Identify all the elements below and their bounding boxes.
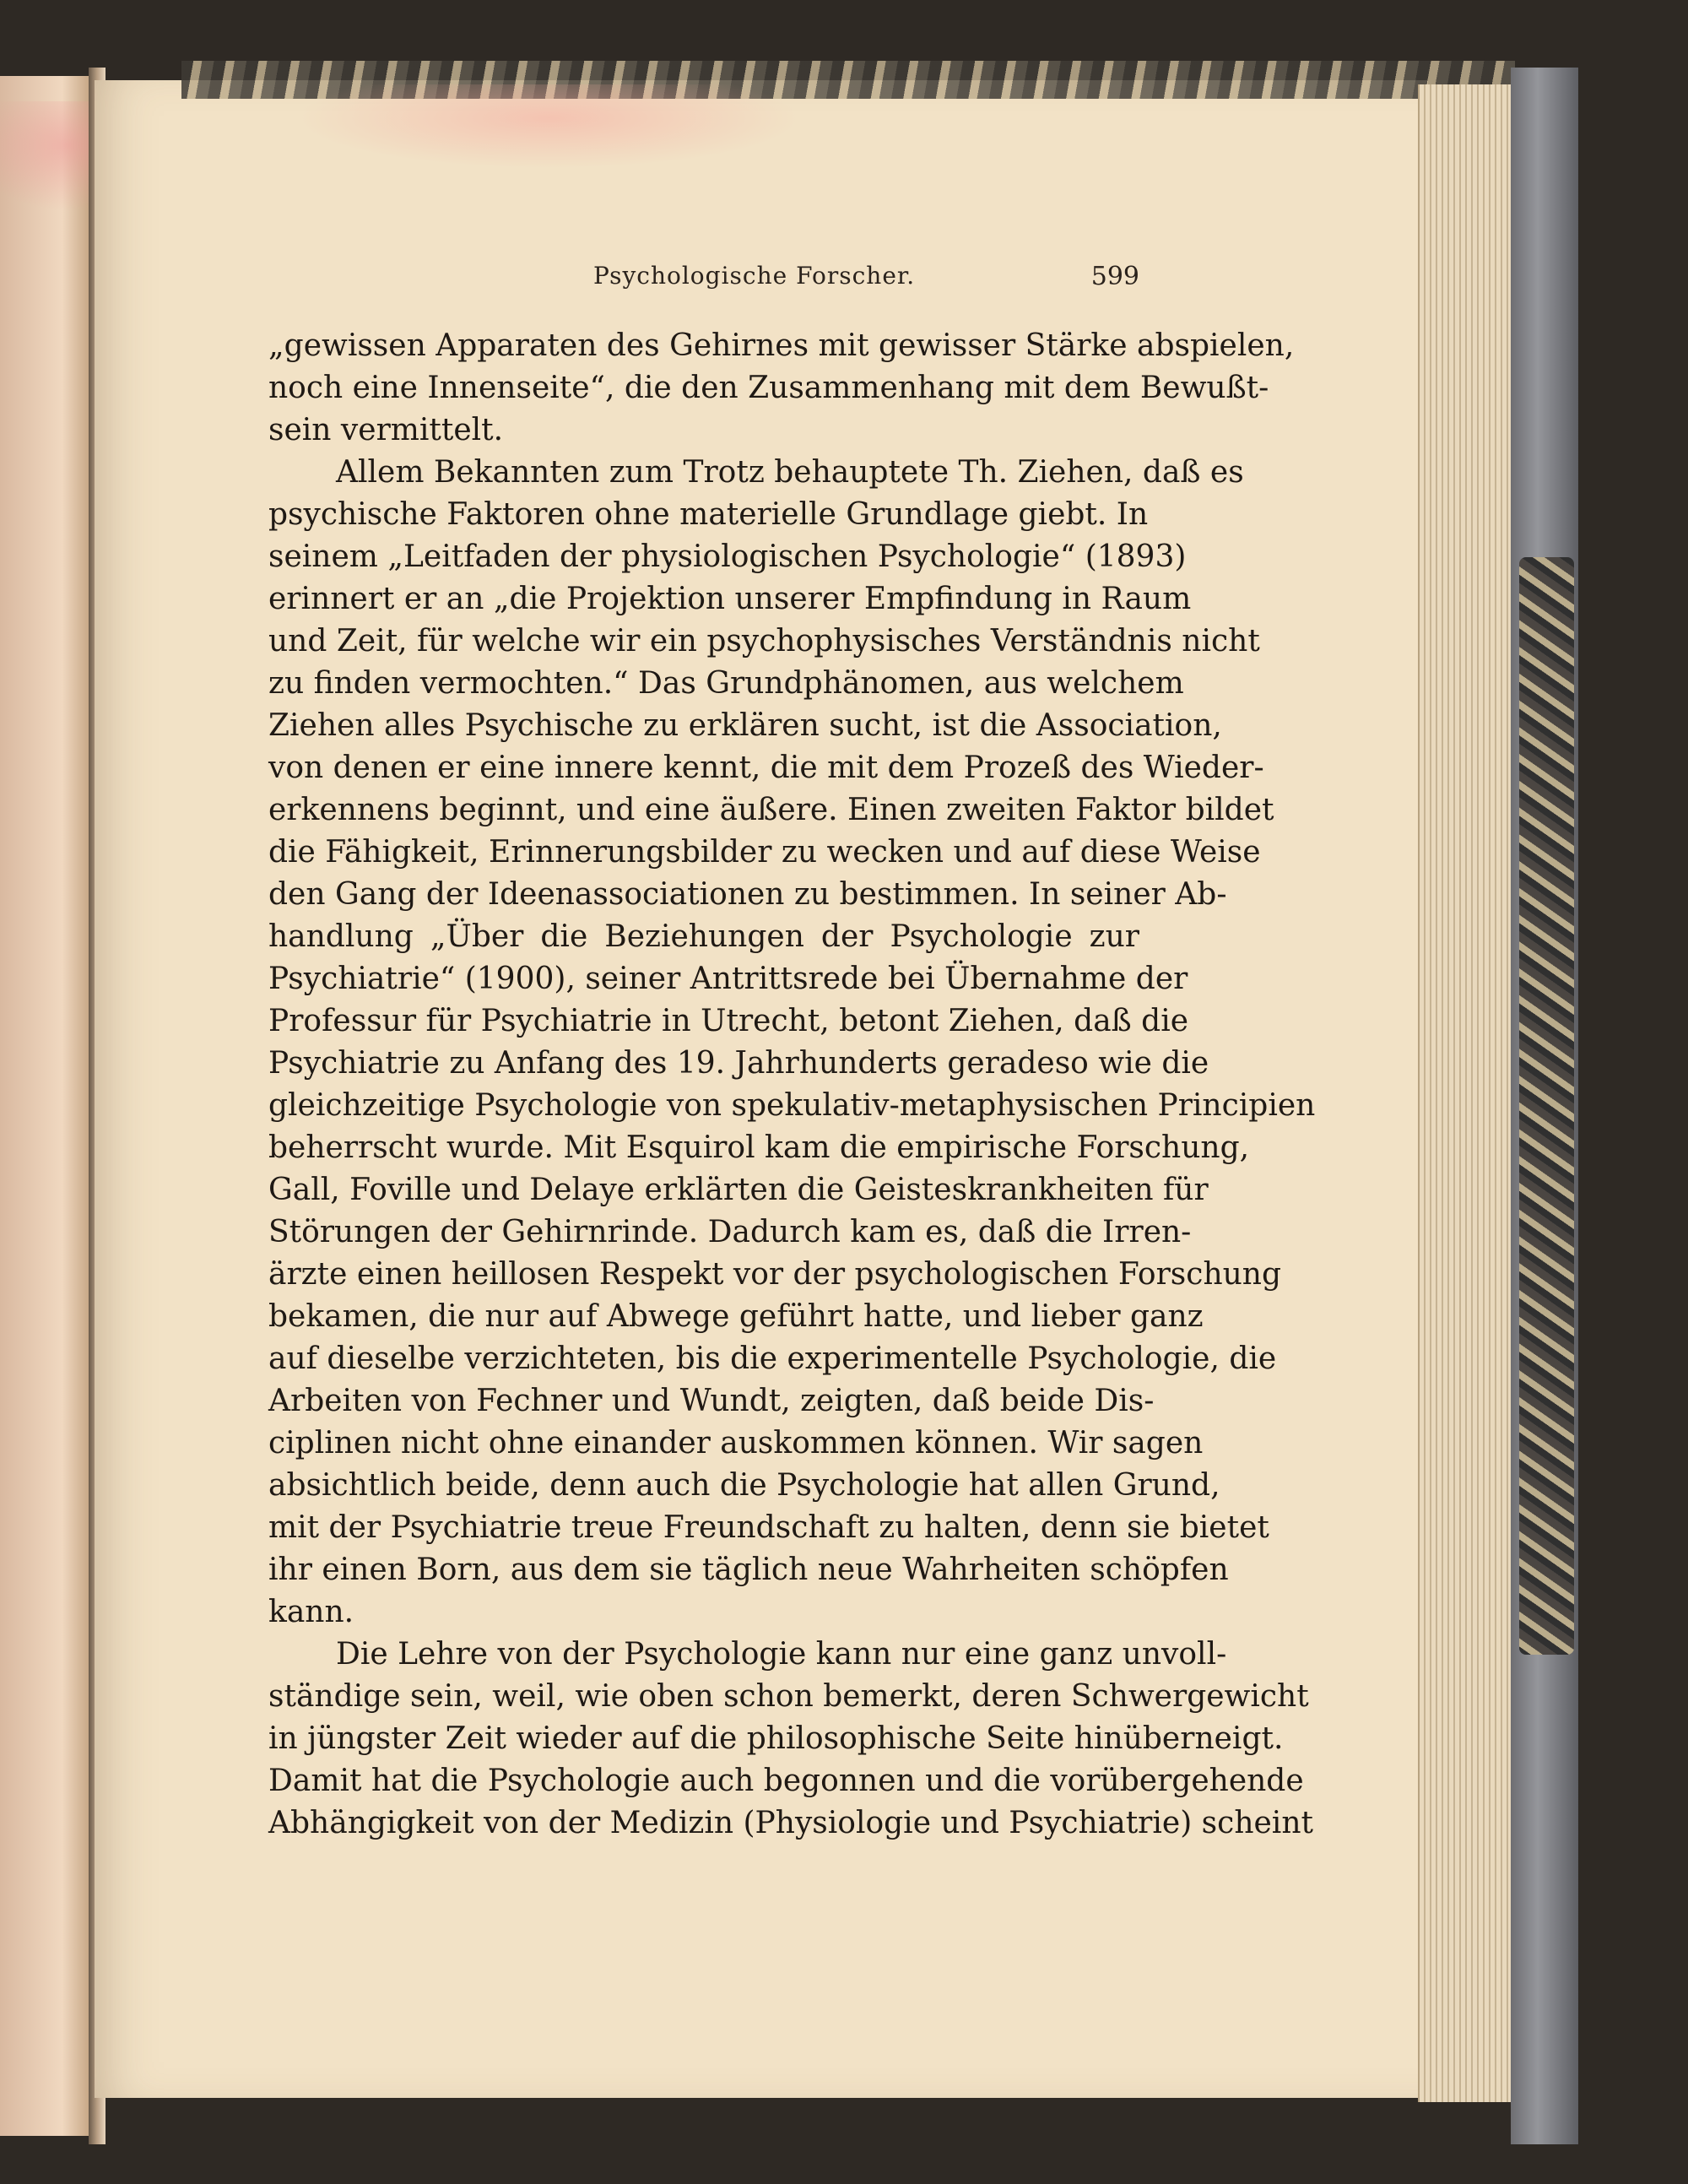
text-line: und Zeit, für welche wir ein psychophysisches Verständnis nicht [268, 624, 1260, 658]
left-page-edge [0, 76, 89, 2136]
running-head-title: Psychologische Forscher. [593, 262, 916, 290]
text-line: handlung „Über die Beziehungen der Psychologie zur [268, 919, 1139, 954]
text-line: „gewissen Apparaten des Gehirnes mit gewisser Stärke abspielen, [268, 328, 1295, 363]
text-line: ständige sein, weil, wie oben schon bemerkt, deren Schwergewicht [268, 1679, 1309, 1714]
text-line: erinnert er an „die Projektion unserer Empfindung in Raum [268, 582, 1192, 616]
text-line: die Fähigkeit, Erinnerungsbilder zu wecken und auf diese Weise [268, 835, 1261, 870]
text-line: den Gang der Ideenassociationen zu bestimmen. In seiner Ab- [268, 877, 1227, 912]
body-text [268, 325, 1316, 1845]
text-line: mit der Psychiatrie treue Freundschaft zu halten, denn sie bietet [268, 1510, 1269, 1545]
text-line: sein vermittelt. [268, 413, 504, 447]
text-line: in jüngster Zeit wieder auf die philosophische Seite hinüberneigt. [268, 1721, 1284, 1756]
text-line: Arbeiten von Fechner und Wundt, zeigten, daß beide Dis- [268, 1384, 1155, 1418]
text-line: ciplinen nicht ohne einander auskommen können. Wir sagen [268, 1426, 1204, 1461]
text-line: kann. [268, 1595, 354, 1629]
text-line: ärzte einen heillosen Respekt vor der psychologischen Forschung [268, 1257, 1282, 1292]
text-line: Störungen der Gehirnrinde. Dadurch kam es, daß die Irren- [268, 1215, 1192, 1249]
text-line: Damit hat die Psychologie auch begonnen und die vorübergehende [268, 1764, 1304, 1798]
text-line: erkennens beginnt, und eine äußere. Einen zweiten Faktor bildet [268, 793, 1274, 827]
text-line: Gall, Foville und Delaye erklärten die Geisteskrankheiten für [268, 1173, 1209, 1207]
text-line: seinem „Leitfaden der physiologischen Psychologie“ (1893) [268, 539, 1187, 574]
text-line: noch eine Innenseite“, die den Zusammenhang mit dem Bewußt- [268, 371, 1269, 405]
text-line: bekamen, die nur auf Abwege geführt hatte, und lieber ganz [268, 1299, 1204, 1334]
text-line: Allem Bekannten zum Trotz behauptete Th. Ziehen, daß es [336, 455, 1244, 490]
text-line: von denen er eine innere kennt, die mit dem Prozeß des Wieder- [268, 751, 1264, 785]
text-line: Professur für Psychiatrie in Utrecht, betont Ziehen, daß die [268, 1004, 1189, 1038]
text-line: zu finden vermochten.“ Das Grundphänomen, aus welchem [268, 666, 1184, 701]
page-fore-edge [1418, 84, 1512, 2102]
text-line: Ziehen alles Psychische zu erklären sucht, ist die Association, [268, 708, 1222, 743]
page-stain [295, 84, 802, 169]
text-line: Psychiatrie“ (1900), seiner Antrittsrede bei Übernahme der [268, 962, 1188, 996]
text-line: gleichzeitige Psychologie von spekulativ-metaphysischen Principien [268, 1088, 1316, 1123]
text-line: absichtlich beide, denn auch die Psychologie hat allen Grund, [268, 1468, 1220, 1503]
text-line: Psychiatrie zu Anfang des 19. Jahrhunderts geradeso wie die [268, 1046, 1209, 1081]
text-line: Abhängigkeit von der Medizin (Physiologie und Psychiatrie) scheint [268, 1806, 1313, 1840]
running-head [268, 262, 1139, 297]
marbled-cover-pattern [1519, 557, 1574, 1655]
text-line: auf dieselbe verzichteten, bis die experimentelle Psychologie, die [268, 1341, 1277, 1376]
text-line: psychische Faktoren ohne materielle Grundlage giebt. In [268, 497, 1149, 532]
text-line: Die Lehre von der Psychologie kann nur eine ganz unvoll- [336, 1637, 1227, 1672]
page-number: 599 [1090, 262, 1139, 291]
text-line: ihr einen Born, aus dem sie täglich neue Wahrheiten schöpfen [268, 1553, 1229, 1587]
text-line: beherrscht wurde. Mit Esquirol kam die empirische Forschung, [268, 1130, 1250, 1165]
